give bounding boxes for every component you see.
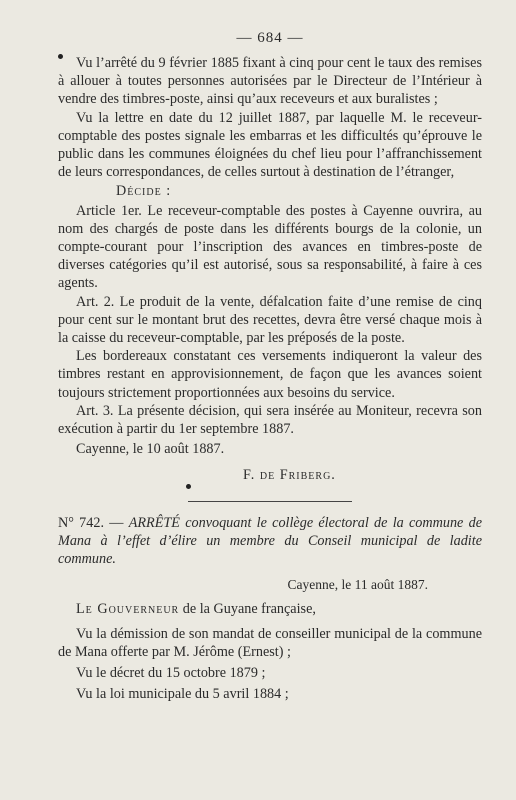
decide-heading: Décide : — [116, 183, 172, 200]
arrete-title-rest: convoquant le collège électoral de la commune de Mana à l’effet d’élire un membre du Conseil municipal de ladite commune. — [58, 514, 483, 568]
arrete-title-word: ARRÊTÉ — [128, 514, 180, 531]
governor-rest: de la Guyane française, — [179, 601, 316, 618]
article-1: Article 1er. Le receveur-comptable des postes à Cayenne ouvrira, au nom des chargés de poste dans les différents bourgs de la colonie, un compte-courant pour l’inscription des avances en timbres-poste de diverses catégories qu’il est autorisé, sous sa responsabilité, à faire à ces agents. — [58, 202, 482, 292]
page-number: — 684 — — [236, 30, 304, 46]
arrete-heading — [58, 514, 482, 569]
vu-loi: Vu la loi municipale du 5 avril 1884 ; — [76, 686, 289, 703]
governor-line — [58, 600, 482, 618]
vu-decret: Vu le décret du 15 octobre 1879 ; — [76, 665, 266, 682]
signature: F. de Friberg. — [243, 467, 336, 484]
date-line: Cayenne, le 10 août 1887. — [76, 441, 225, 458]
governor-title: Le Gouverneur — [76, 601, 180, 618]
paragraph-vu-lettre: Vu la lettre en date du 12 juillet 1887, par laquelle M. le receveur-comptable des postes signale les embarras et les difficultés qu’éprouve le public dans les communes éloignées du chef lieu pour l’affranchissement de leurs correspondances, de celles surtout à destination de l’étranger, — [58, 109, 482, 181]
separator-rule — [188, 501, 352, 502]
page-content — [58, 30, 482, 707]
paragraph-vu-arrete: Vu l’arrêté du 9 février 1885 fixant à cinq pour cent le taux des remises à allouer à toutes personnes autorisées par le Directeur de l’Intérieur à vendre des timbres-poste, ainsi qu’aux receveurs et aux buralistes ; — [58, 55, 482, 108]
arrete-dash: — — [104, 514, 129, 531]
vu-demission: Vu la démission de son mandat de conseiller municipal de la commune de Mana offerte par M. Jérôme (Ernest) ; — [58, 625, 482, 660]
paragraph-bordereaux: Les bordereaux constatant ces versements indiqueront la valeur des timbres restant en approvisionnement, de façon que les avances soient toujours strictement proportionnées aux besoins du service. — [58, 348, 482, 401]
arrete-place-date: Cayenne, le 11 août 1887. — [287, 577, 428, 593]
article-2: Art. 2. Le produit de la vente, défalcation faite d’une remise de cinq pour cent sur le montant brut des recettes, devra être versé chaque mois à la caisse du receveur-comptable, par les préposés de la poste. — [58, 293, 482, 347]
arrete-number: N° 742. — [58, 514, 105, 531]
article-3: Art. 3. La présente décision, qui sera insérée au Moniteur, recevra son exécution à partir du 1er septembre 1887. — [58, 402, 482, 438]
